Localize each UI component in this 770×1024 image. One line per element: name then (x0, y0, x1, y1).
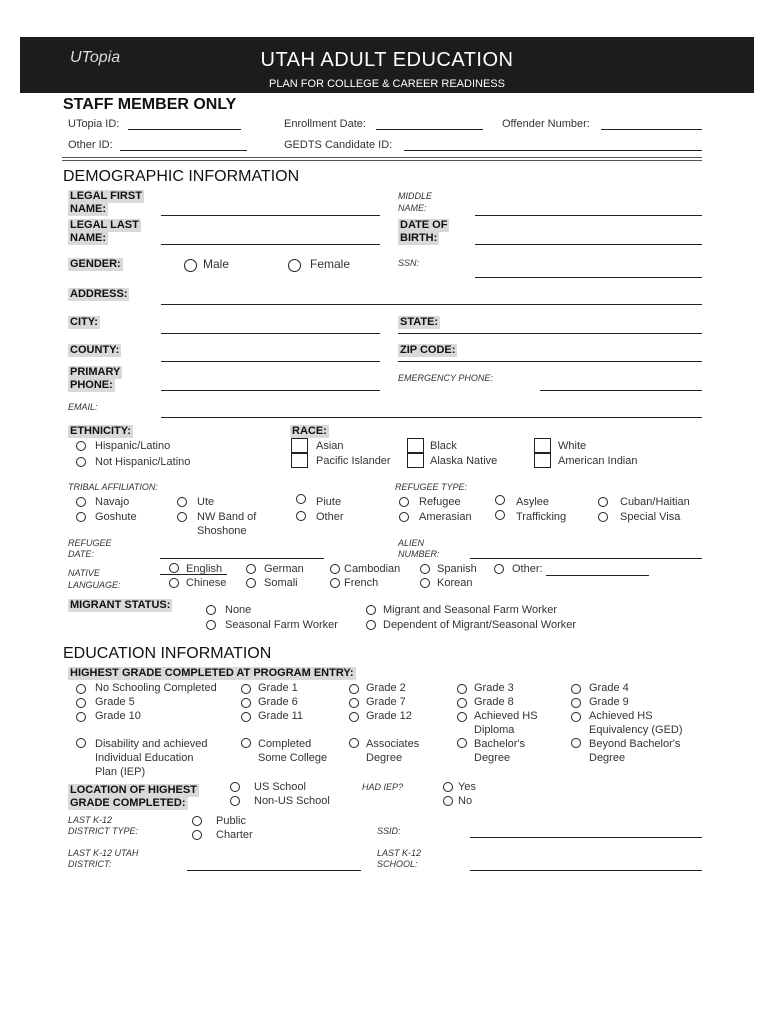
refugee-special-visa-radio[interactable] (598, 512, 608, 522)
gender-male-radio[interactable] (184, 259, 197, 272)
ged-label-2: Equivalency (GED) (589, 724, 683, 736)
last-school-label-2: SCHOOL: (377, 859, 418, 869)
address-label: ADDRESS: (70, 288, 128, 300)
language-english-label: English (186, 563, 223, 575)
last-school-label: LAST K-12 (377, 848, 422, 858)
language-other-field[interactable] (546, 575, 649, 576)
beyond-bachelors-radio[interactable] (571, 738, 581, 748)
refugee-asylee-label: Asylee (516, 496, 550, 508)
refugee-trafficking-label: Trafficking (516, 511, 567, 523)
district-public-radio[interactable] (192, 816, 202, 826)
offender-number-field[interactable] (601, 129, 702, 130)
enrollment-date-label: Enrollment Date: (284, 118, 366, 130)
ssid-field[interactable] (470, 837, 702, 838)
migrant-migrant-seasonal-label: Migrant and Seasonal Farm Worker (383, 604, 558, 616)
beyond-bachelors-label: Beyond Bachelor's (589, 738, 681, 750)
gedts-id-label: GEDTS Candidate ID: (284, 139, 393, 151)
race-black-label: Black (430, 440, 457, 452)
grade-label: Grade 10 (95, 710, 141, 722)
tribal-nw-band-label: NW Band of (197, 511, 257, 523)
refugee-refugee-label: Refugee (419, 496, 461, 508)
last-school-field[interactable] (470, 870, 702, 871)
language-english-radio[interactable] (169, 563, 179, 573)
utah-district-field[interactable] (187, 870, 361, 871)
highest-grade-label: HIGHEST GRADE COMPLETED AT PROGRAM ENTRY: (70, 667, 354, 679)
hs-diploma-radio[interactable] (457, 712, 467, 722)
refugee-date-label-2: DATE: (68, 549, 94, 559)
language-korean-label: Korean (437, 577, 473, 589)
race-asian-label: Asian (316, 440, 344, 452)
migrant-none-radio[interactable] (206, 605, 216, 615)
email-field[interactable] (161, 417, 702, 418)
some-college-label-2: Some College (258, 752, 328, 764)
language-korean-radio[interactable] (420, 578, 430, 588)
tribal-ute-label: Ute (197, 496, 215, 508)
ged-label: Achieved HS (589, 710, 653, 722)
form-subtitle: PLAN FOR COLLEGE & CAREER READINESS (269, 78, 505, 90)
had-iep-label: HAD IEP? (362, 782, 404, 792)
grade-label: Grade 9 (589, 696, 629, 708)
education-heading: EDUCATION INFORMATION (63, 645, 272, 662)
staff-heading: STAFF MEMBER ONLY (63, 96, 237, 113)
migrant-status-label: MIGRANT STATUS: (70, 599, 171, 611)
grade-radio[interactable] (76, 712, 86, 722)
grade-radio[interactable] (349, 698, 359, 708)
iep-label-3: Plan (IEP) (95, 766, 146, 778)
refugee-amerasian-label: Amerasian (419, 511, 472, 523)
bachelors-label: Bachelor's (474, 738, 526, 750)
tribal-navajo-label: Navajo (95, 496, 130, 508)
refugee-special-visa-label: Special Visa (620, 511, 681, 523)
email-label: EMAIL: (68, 402, 98, 412)
gender-female-label: Female (310, 257, 351, 271)
grade-radio[interactable] (241, 684, 251, 694)
language-somali-radio[interactable] (246, 578, 256, 588)
associates-radio[interactable] (349, 738, 359, 748)
refugee-amerasian-radio[interactable] (399, 512, 409, 522)
race-american-indian-checkbox[interactable] (534, 453, 551, 468)
tribal-goshute-label: Goshute (95, 511, 137, 523)
race-black-checkbox[interactable] (407, 438, 424, 453)
language-spanish-label: Spanish (437, 563, 477, 575)
race-alaska-checkbox[interactable] (407, 453, 424, 468)
grade-radio[interactable] (76, 698, 86, 708)
refugee-cuban-radio[interactable] (598, 497, 608, 507)
ssid-label: SSID: (377, 826, 401, 836)
other-id-field[interactable] (120, 150, 247, 151)
tribal-piute-label: Piute (316, 496, 342, 508)
legal-last-label-2: NAME: (70, 232, 107, 244)
tribal-goshute-radio[interactable] (76, 512, 86, 522)
tribal-piute-radio[interactable] (296, 494, 306, 504)
race-white-checkbox[interactable] (534, 438, 551, 453)
grade-radio[interactable] (241, 698, 251, 708)
language-spanish-radio[interactable] (420, 564, 430, 574)
tribal-navajo-radio[interactable] (76, 497, 86, 507)
state-label: STATE: (400, 316, 439, 328)
non-us-school-label: Non-US School (254, 795, 330, 807)
grade-radio[interactable] (457, 684, 467, 694)
language-other-label: Other: (512, 563, 543, 575)
divider (62, 160, 702, 161)
hs-diploma-label-2: Diploma (474, 724, 515, 736)
grade-label: Grade 12 (366, 710, 412, 722)
refugee-asylee-radio[interactable] (495, 495, 505, 505)
language-cambodian-label: Cambodian (344, 563, 401, 575)
grade-label: Grade 5 (95, 696, 135, 708)
us-school-label: US School (254, 781, 306, 793)
bachelors-radio[interactable] (457, 738, 467, 748)
ethnicity-hispanic-radio[interactable] (76, 441, 86, 451)
grade-label: Grade 3 (474, 682, 514, 694)
native-language-label-2: LANGUAGE: (68, 580, 121, 590)
offender-number-label: Offender Number: (502, 118, 590, 130)
grade-label: Grade 11 (258, 710, 304, 722)
language-french-label: French (344, 577, 379, 589)
iep-radio[interactable] (76, 738, 86, 748)
district-charter-radio[interactable] (192, 830, 202, 840)
utah-district-label-2: DISTRICT: (68, 859, 112, 869)
ethnicity-label: ETHNICITY: (70, 425, 131, 437)
grade-label: No Schooling Completed (95, 682, 217, 694)
iep-no-radio[interactable] (443, 796, 453, 806)
race-asian-checkbox[interactable] (291, 438, 308, 453)
city-field[interactable] (161, 333, 380, 334)
migrant-dependent-label: Dependent of Migrant/Seasonal Worker (383, 619, 577, 631)
tribal-other-radio[interactable] (296, 511, 306, 521)
refugee-trafficking-radio[interactable] (495, 510, 505, 520)
language-chinese-radio[interactable] (169, 578, 179, 588)
migrant-dependent-radio[interactable] (366, 620, 376, 630)
grade-radio[interactable] (571, 684, 581, 694)
ethnicity-not-hispanic-radio[interactable] (76, 457, 86, 467)
ethnicity-not-hispanic-label: Not Hispanic/Latino (95, 456, 191, 468)
enrollment-date-field[interactable] (376, 129, 483, 130)
migrant-seasonal-radio[interactable] (206, 620, 216, 630)
bachelors-label-2: Degree (474, 752, 511, 764)
primary-phone-label: PRIMARY (70, 366, 121, 378)
alien-number-field[interactable] (470, 558, 702, 559)
race-white-label: White (558, 440, 587, 452)
associates-label-2: Degree (366, 752, 403, 764)
language-underline (160, 574, 227, 575)
refugee-date-label: REFUGEE (68, 538, 112, 548)
county-field[interactable] (161, 361, 380, 362)
address-field[interactable] (161, 304, 702, 305)
ssn-field[interactable] (475, 277, 702, 278)
gender-male-label: Male (203, 257, 230, 271)
ethnicity-hispanic-label: Hispanic/Latino (95, 440, 171, 452)
grade-radio[interactable] (241, 712, 251, 722)
gender-female-radio[interactable] (288, 259, 301, 272)
legal-first-name-field[interactable] (161, 215, 380, 216)
grade-radio[interactable] (457, 698, 467, 708)
refugee-cuban-label: Cuban/Haitian (620, 496, 690, 508)
beyond-bachelors-label-2: Degree (589, 752, 626, 764)
hs-diploma-label: Achieved HS (474, 710, 538, 722)
some-college-label: Completed (258, 738, 312, 750)
language-chinese-label: Chinese (186, 577, 227, 589)
district-charter-label: Charter (216, 829, 253, 841)
migrant-none-label: None (225, 604, 252, 616)
city-label: CITY: (70, 316, 98, 328)
header-banner (20, 37, 754, 93)
primary-phone-field[interactable] (161, 390, 380, 391)
native-language-label: NATIVE (68, 568, 100, 578)
refugee-refugee-radio[interactable] (399, 497, 409, 507)
divider (62, 157, 702, 158)
race-pacific-label: Pacific Islander (316, 455, 391, 467)
middle-name-label: MIDDLE (398, 191, 433, 201)
tribal-nw-band-radio[interactable] (177, 512, 187, 522)
dob-field[interactable] (475, 244, 702, 245)
migrant-migrant-seasonal-radio[interactable] (366, 605, 376, 615)
gender-label: GENDER: (70, 258, 121, 270)
grade-label: Grade 8 (474, 696, 514, 708)
emergency-phone-field[interactable] (540, 390, 702, 391)
race-alaska-label: Alaska Native (430, 455, 498, 467)
alien-number-label: ALIEN (398, 538, 425, 548)
tribal-nw-band-label-2: Shoshone (197, 525, 247, 537)
gedts-id-field[interactable] (404, 150, 702, 151)
zip-label: ZIP CODE: (400, 344, 456, 356)
legal-first-label: LEGAL FIRST (70, 190, 142, 202)
race-pacific-checkbox[interactable] (291, 453, 308, 468)
ged-radio[interactable] (571, 712, 581, 722)
iep-yes-radio[interactable] (443, 782, 453, 792)
state-field[interactable] (398, 333, 702, 334)
dob-label-2: BIRTH: (400, 232, 438, 244)
non-us-school-radio[interactable] (230, 796, 240, 806)
grade-radio[interactable] (349, 684, 359, 694)
ssn-label: SSN: (398, 258, 420, 268)
grade-radio[interactable] (76, 684, 86, 694)
utopia-logo: UTopia (70, 49, 121, 66)
tribal-label: TRIBAL AFFILIATION: (68, 482, 158, 492)
grade-radio[interactable] (349, 712, 359, 722)
migrant-seasonal-label: Seasonal Farm Worker (225, 619, 338, 631)
utopia-id-label: UTopia ID: (68, 118, 120, 130)
grade-label: Grade 6 (258, 696, 298, 708)
legal-last-name-field[interactable] (161, 244, 380, 245)
us-school-radio[interactable] (230, 782, 240, 792)
refugee-date-field[interactable] (160, 558, 324, 559)
iep-yes-label: Yes (458, 781, 476, 793)
some-college-radio[interactable] (241, 738, 251, 748)
language-german-label: German (264, 563, 304, 575)
language-somali-label: Somali (264, 577, 298, 589)
alien-number-label-2: NUMBER: (398, 549, 440, 559)
dob-label: DATE OF (400, 219, 448, 231)
district-public-label: Public (216, 815, 246, 827)
refugee-type-label: REFUGEE TYPE: (395, 482, 468, 492)
location-label: LOCATION OF HIGHEST (70, 784, 197, 796)
district-type-label: LAST K-12 (68, 815, 113, 825)
race-american-indian-label: American Indian (558, 455, 638, 467)
grade-label: Grade 7 (366, 696, 406, 708)
grade-radio[interactable] (571, 698, 581, 708)
zip-field[interactable] (398, 361, 702, 362)
associates-label: Associates (366, 738, 420, 750)
county-label: COUNTY: (70, 344, 120, 356)
iep-label-2: Individual Education (95, 752, 194, 764)
grade-label: Grade 4 (589, 682, 629, 694)
other-id-label: Other ID: (68, 139, 113, 151)
language-other-radio[interactable] (494, 564, 504, 574)
grade-label: Grade 1 (258, 682, 298, 694)
tribal-ute-radio[interactable] (177, 497, 187, 507)
district-type-label-2: DISTRICT TYPE: (68, 826, 139, 836)
primary-phone-label-2: PHONE: (70, 379, 113, 391)
race-label: RACE: (292, 425, 327, 437)
language-french-radio[interactable] (330, 578, 340, 588)
grade-label: Grade 2 (366, 682, 406, 694)
middle-name-field[interactable] (475, 215, 702, 216)
form-title: UTAH ADULT EDUCATION (260, 49, 514, 71)
tribal-other-label: Other (316, 511, 344, 523)
iep-no-label: No (458, 795, 473, 807)
demographic-heading: DEMOGRAPHIC INFORMATION (63, 168, 300, 185)
language-cambodian-radio[interactable] (330, 564, 340, 574)
middle-name-label-2: NAME: (398, 203, 427, 213)
utah-district-label: LAST K-12 UTAH (68, 848, 139, 858)
location-label-2: GRADE COMPLETED: (70, 797, 186, 809)
legal-first-label-2: NAME: (70, 203, 107, 215)
language-german-radio[interactable] (246, 564, 256, 574)
legal-last-label: LEGAL LAST (70, 219, 139, 231)
emergency-phone-label: EMERGENCY PHONE: (398, 373, 493, 383)
utopia-id-field[interactable] (128, 129, 241, 130)
iep-label: Disability and achieved (95, 738, 208, 750)
